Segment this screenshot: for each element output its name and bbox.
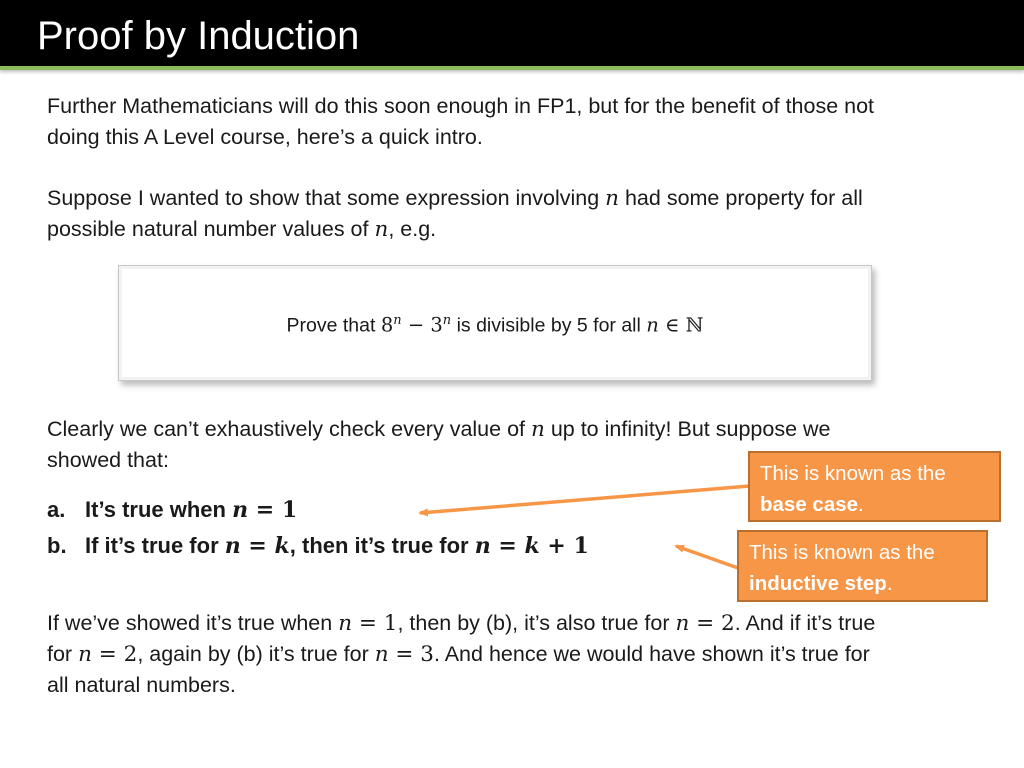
math-plus-one: + 1 — [539, 533, 589, 559]
conclusion-text: , again by (b) it’s true for — [137, 642, 375, 666]
math-n: n — [338, 611, 353, 636]
math-eq: = 1 — [352, 611, 398, 636]
math-n: n — [232, 497, 249, 523]
base-case-period: . — [858, 493, 864, 516]
clearly-paragraph — [47, 414, 831, 476]
problem-base-3: 3 — [430, 313, 443, 337]
suppose-text-1: Suppose I wanted to show that some expression involving — [47, 186, 606, 210]
step-a-text — [85, 492, 297, 528]
intro-line-1: Further Mathematicians will do this soon enough in FP1, but for the benefit of those not — [47, 94, 875, 118]
list-marker: a. — [47, 497, 66, 522]
math-n: n — [474, 533, 491, 559]
inductive-step-callout — [737, 530, 988, 602]
step-b-label-1: If it’s true for — [85, 533, 225, 558]
step-a-label: It’s true when — [85, 497, 233, 522]
math-n: n — [374, 642, 389, 667]
math-eq: = — [490, 533, 525, 559]
problem-var: n — [646, 313, 659, 337]
suppose-text-2: had some property for all — [619, 186, 863, 210]
list-item-b — [47, 528, 589, 564]
problem-prefix: Prove that — [286, 314, 381, 337]
title-bar — [0, 0, 1024, 70]
conclusion-text: , then by (b), it’s also true for — [397, 611, 676, 635]
clearly-line-2: showed that: — [47, 448, 169, 472]
math-eq: = 2 — [689, 611, 735, 636]
problem-exponent: n — [442, 312, 452, 328]
problem-base-8: 8 — [380, 313, 394, 337]
problem-minus: − — [401, 313, 431, 337]
math-eq: = — [240, 533, 275, 559]
inductive-step-line-1: This is known as the — [749, 541, 935, 564]
conclusion-text: all natural numbers. — [47, 673, 236, 697]
clearly-text-2: up to infinity! But suppose we — [544, 417, 831, 441]
math-eq: = 1 — [248, 497, 298, 523]
inductive-step-term: inductive step — [749, 572, 887, 595]
conclusion-text: If we’ve showed it’s true when — [47, 611, 339, 635]
slide-title: Proof by Induction — [37, 14, 360, 58]
inductive-step-period: . — [886, 572, 893, 595]
math-n: n — [224, 533, 241, 559]
clearly-text-1: Clearly we can’t exhaustively check every value of — [47, 417, 531, 441]
problem-box — [118, 265, 872, 381]
math-eq: = 3 — [388, 642, 434, 667]
conclusion-paragraph — [47, 608, 875, 701]
conclusion-text: . And if it’s true — [734, 611, 876, 635]
list-item-a — [47, 492, 589, 528]
math-n: n — [530, 417, 545, 442]
math-n: n — [675, 611, 690, 636]
math-n: n — [374, 217, 389, 242]
math-k: k — [524, 533, 540, 559]
math-eq: = 2 — [91, 642, 138, 667]
problem-exponent: n — [393, 312, 402, 328]
math-k: k — [274, 533, 290, 559]
suppose-text-3: possible natural number values of — [47, 217, 375, 241]
math-n: n — [78, 642, 92, 667]
induction-steps-list — [47, 492, 589, 564]
step-b-text — [85, 528, 589, 564]
suppose-text-4: , e.g. — [388, 217, 437, 241]
conclusion-text: . And hence we would have shown it’s true for — [433, 642, 870, 666]
list-marker: b. — [47, 533, 67, 558]
step-b-label-2: , then it’s true for — [289, 533, 475, 558]
base-case-term: base case — [760, 493, 859, 516]
problem-middle: is divisible by 5 for all — [451, 314, 647, 337]
base-case-callout — [748, 451, 1001, 522]
math-n: n — [605, 186, 619, 211]
inductive-step-arrow — [676, 546, 738, 568]
base-case-line-1: This is known as the — [760, 462, 946, 485]
problem-member: ∈ ℕ — [658, 313, 704, 337]
intro-line-2: doing this A Level course, here’s a quick intro. — [47, 125, 483, 149]
intro-paragraph — [47, 91, 874, 153]
problem-statement — [287, 307, 704, 340]
suppose-paragraph — [47, 183, 863, 245]
conclusion-text: for — [47, 642, 79, 666]
